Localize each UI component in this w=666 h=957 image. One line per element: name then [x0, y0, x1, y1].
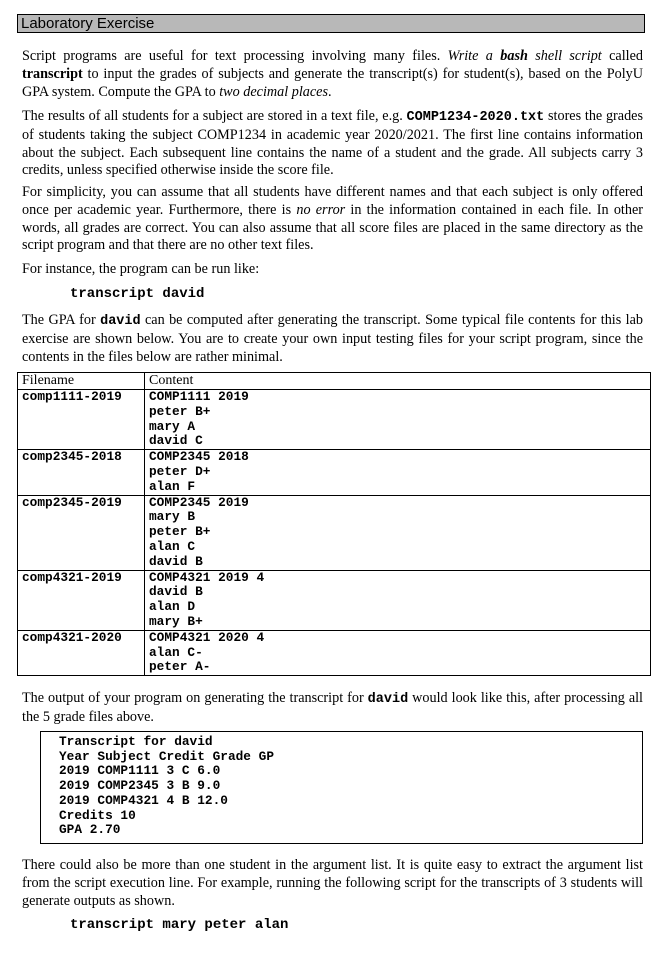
text: . [327, 83, 332, 100]
paragraph-multiple-students: There could also be more than one student in the argument list. It is quite easy to extract the argument list from the script execution line. For example, running the following script for the transcripts of 3 students will generate outputs as shown. [22, 857, 643, 909]
text-italic: no error [296, 201, 346, 218]
content-line: alan C [149, 538, 196, 554]
content-line: COMP4321 2019 4 [149, 569, 265, 585]
table-row [18, 630, 651, 675]
content-line: alan F [149, 478, 196, 494]
table-row [18, 450, 651, 495]
content-line: COMP1111 2019 [149, 389, 249, 404]
filename-cell: comp1111-2019 [22, 389, 122, 404]
student-code: david [100, 314, 141, 329]
filename-cell: comp4321-2020 [22, 629, 122, 645]
paragraph-output-intro [22, 690, 643, 727]
content-line: david C [149, 433, 203, 449]
content-line: mary B [149, 509, 196, 525]
table-header-row [18, 373, 651, 390]
content-line: COMP2345 2019 [149, 494, 249, 510]
content-line: COMP2345 2018 [149, 449, 249, 465]
content-line: david B [149, 553, 203, 569]
text: The output of your program on generating the transcript for [22, 690, 368, 706]
content-line: alan C- [149, 644, 203, 660]
content-line: COMP4321 2020 4 [149, 629, 265, 645]
output-line: Year Subject Credit Grade GP [59, 748, 275, 764]
text-italic: Write a [447, 48, 501, 64]
paragraph-intro [22, 48, 643, 101]
text: can be computed after generating the transcript. Some typical file contents for this lab exercise are shown below. You are to create your own input testing files for your script program, since the contents in the files below are rather minimal. [22, 312, 643, 365]
filename-cell: comp2345-2018 [22, 449, 122, 465]
text-bold: transcript [22, 65, 83, 82]
text: to input the grades of subjects and generate the transcript(s) for student(s), based on the PolyU GPA system. Compute the GPA to [22, 65, 643, 100]
command-example: transcript david [70, 286, 205, 302]
text: called [601, 48, 643, 64]
filename-cell: comp2345-2019 [22, 494, 122, 510]
student-code: david [367, 692, 409, 707]
table-row [18, 495, 651, 570]
grade-files-table [17, 372, 651, 676]
paragraph-gpa [22, 312, 643, 366]
filename-cell: comp4321-2019 [22, 569, 122, 585]
output-line: 2019 COMP4321 4 B 12.0 [59, 792, 228, 808]
text: in the information contained in each file. In other words, all grades are correct. You can also assume that all score files are placed in the same directory as the script program and that there are no other text files. [22, 201, 643, 254]
filename-code: COMP1234-2020.txt [406, 110, 545, 125]
paragraph-instance: For instance, the program can be run like: [22, 261, 260, 277]
text: would look like this, after processing all the 5 grade files above. [22, 690, 644, 725]
output-line: 2019 COMP1111 3 C 6.0 [59, 763, 221, 779]
content-line: mary B+ [149, 613, 203, 629]
content-line: peter A- [149, 659, 211, 675]
text: stores the grades of students taking the subject COMP1234 in academic year 2020/2021. The first line contains information about the subject. Each subsequent line contains the name of a student and the grade. All subjects carry 3 credits, unless specified otherwise inside the score file. [22, 108, 643, 179]
output-line: 2019 COMP2345 3 B 9.0 [59, 778, 221, 794]
text-italic: shell script [527, 48, 602, 64]
text: The results of all students for a subject are stored in a text file, e.g. [22, 108, 407, 124]
transcript-output-box [40, 731, 643, 844]
section-title: Laboratory Exercise [17, 14, 645, 33]
content-line: peter B+ [149, 403, 211, 419]
text: For simplicity, you can assume that all students have different names and that each subject is only offered once per academic year. Furthermore, there is [22, 184, 643, 218]
paragraph-assumptions [22, 184, 643, 255]
table-row [18, 570, 651, 630]
output-line: GPA 2.70 [59, 822, 121, 838]
content-line: mary A [149, 418, 196, 434]
command-example-multi: transcript mary peter alan [70, 917, 289, 933]
text-bold-italic: bash [500, 48, 528, 64]
header-filename: Filename [18, 373, 145, 390]
text: Script programs are useful for text processing involving many files. [22, 48, 448, 64]
text: The GPA for [22, 312, 101, 328]
table-row [18, 390, 651, 450]
content-line: alan D [149, 599, 196, 615]
header-content: Content [145, 373, 651, 390]
text-italic: two decimal places [219, 83, 328, 100]
content-line: peter B+ [149, 524, 211, 540]
content-line: peter D+ [149, 463, 211, 479]
content-line: david B [149, 584, 203, 600]
output-line: Credits 10 [59, 807, 136, 823]
output-line: Transcript for david [59, 734, 213, 749]
paragraph-results [22, 108, 643, 180]
